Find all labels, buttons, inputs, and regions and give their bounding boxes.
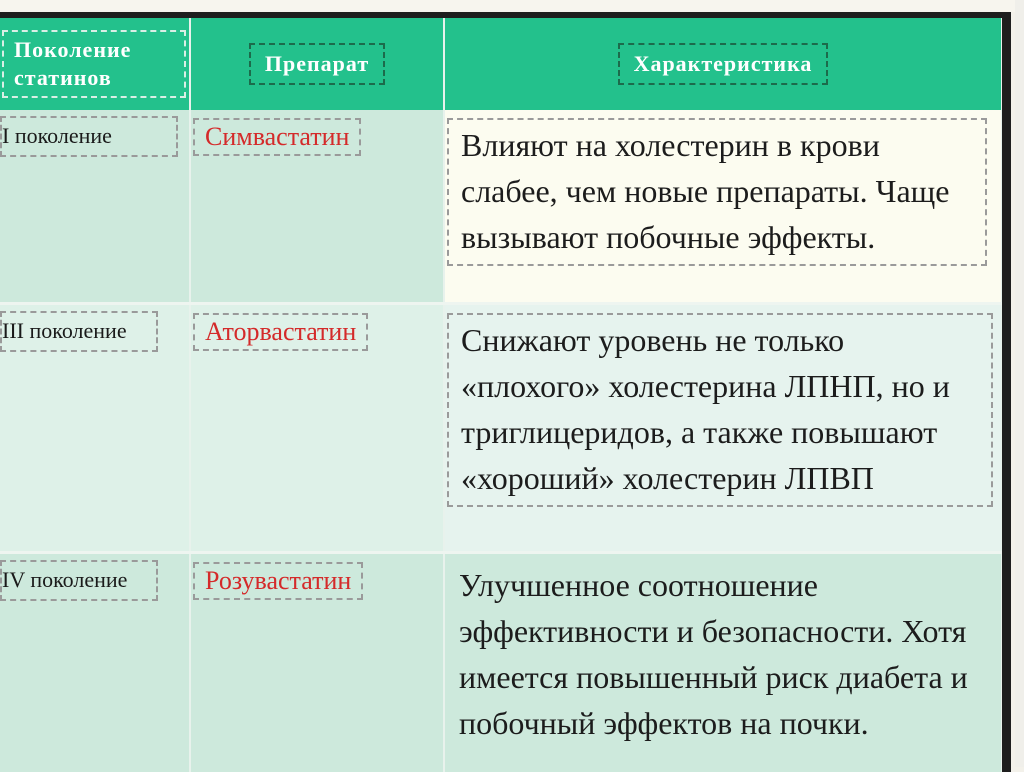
generation-cell — [0, 110, 190, 304]
header-characteristic-cell — [444, 18, 1002, 110]
generation-label: I поколение — [0, 116, 178, 157]
header-drug-cell — [190, 18, 444, 110]
characteristic-text: Влияют на холестерин в крови слабее, чем новые препараты. Чаще вызывают побочные эффекты. — [447, 118, 987, 266]
table-row — [0, 304, 1002, 553]
top-strip — [0, 0, 1024, 12]
generation-label: III поколение — [0, 311, 158, 352]
characteristic-cell — [444, 553, 1002, 772]
slide-frame — [0, 12, 1011, 772]
header-characteristic: Характеристика — [618, 43, 829, 85]
table-row — [0, 553, 1002, 772]
drug-cell — [190, 110, 444, 304]
header-generation: Поколение статинов — [2, 30, 186, 98]
characteristic-text: Снижают уровень не только «плохого» холестерина ЛПНП, но и триглицеридов, а также повышают «хороший» холестерин ЛПВП — [447, 313, 993, 507]
drug-name: Симвастатин — [193, 118, 361, 156]
characteristic-cell — [444, 110, 1002, 304]
characteristic-cell — [444, 304, 1002, 553]
drug-name: Аторвастатин — [193, 313, 368, 351]
table-row — [0, 110, 1002, 304]
generation-cell — [0, 553, 190, 772]
header-drug: Препарат — [249, 43, 385, 85]
drug-cell — [190, 304, 444, 553]
generation-cell — [0, 304, 190, 553]
header-generation-cell — [0, 18, 190, 110]
statins-table — [0, 18, 1003, 772]
characteristic-text: Улучшенное соотношение эффективности и безопасности. Хотя имеется повышенный риск диабета и побочный эффектов на почки. — [447, 560, 1011, 750]
drug-name: Розувастатин — [193, 562, 363, 600]
header-row — [0, 18, 1002, 110]
drug-cell — [190, 553, 444, 772]
generation-label: IV поколение — [0, 560, 158, 601]
right-margin — [1015, 0, 1024, 767]
